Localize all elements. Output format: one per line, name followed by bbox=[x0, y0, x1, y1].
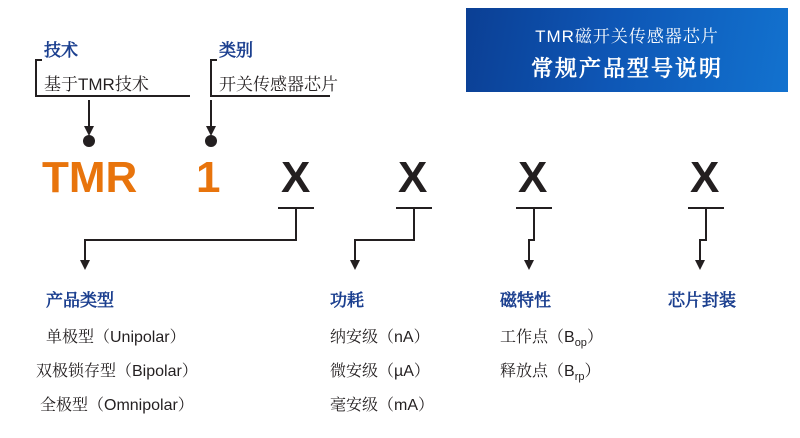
arrow-product-type bbox=[85, 208, 296, 266]
part-segment-x2: X bbox=[398, 153, 428, 202]
callout-line-category bbox=[211, 60, 330, 96]
list-item-subscript: op bbox=[574, 337, 587, 350]
top-desc-category: 开关传感器芯片 bbox=[219, 75, 338, 94]
list-item: 微安级（µA） bbox=[330, 363, 430, 380]
part-segment-1: 1 bbox=[196, 153, 221, 202]
list-item-tail: ） bbox=[584, 363, 601, 380]
top-desc-technology: 基于TMR技术 bbox=[44, 75, 149, 94]
arrow-magnetic bbox=[529, 208, 534, 266]
title-line-1: TMR磁开关传感器芯片 bbox=[535, 27, 719, 46]
part-segment-x1: X bbox=[281, 153, 311, 202]
list-item: 单极型（Unipolar） bbox=[46, 329, 186, 346]
list-item-text: 工作点（B bbox=[500, 329, 575, 346]
part-segment-x4: X bbox=[690, 153, 720, 202]
list-item-tail: ） bbox=[586, 329, 603, 346]
dot-technology bbox=[83, 135, 95, 147]
list-item: 纳安级（nA） bbox=[330, 329, 430, 346]
section-heading-magnetic: 磁特性 bbox=[500, 291, 551, 310]
top-label-category: 类别 bbox=[219, 41, 253, 60]
top-label-technology: 技术 bbox=[44, 41, 78, 60]
list-item-text: 释放点（B bbox=[500, 363, 575, 380]
section-heading-package: 芯片封装 bbox=[668, 291, 736, 310]
list-item-subscript: rp bbox=[574, 371, 585, 384]
dot-category bbox=[205, 135, 217, 147]
title-line-2: 常规产品型号说明 bbox=[530, 56, 723, 81]
arrow-power bbox=[355, 208, 414, 266]
part-segment-tmr: TMR bbox=[42, 153, 138, 202]
list-item: 全极型（Omnipolar） bbox=[40, 397, 194, 414]
list-item: 毫安级（mA） bbox=[330, 397, 435, 414]
callout-line-technology bbox=[36, 60, 190, 96]
section-heading-product-type: 产品类型 bbox=[46, 291, 114, 310]
list-item: 双极锁存型（Bipolar） bbox=[36, 363, 198, 380]
part-segment-x3: X bbox=[518, 153, 548, 202]
arrow-package bbox=[700, 208, 706, 266]
section-heading-power: 功耗 bbox=[330, 291, 364, 310]
